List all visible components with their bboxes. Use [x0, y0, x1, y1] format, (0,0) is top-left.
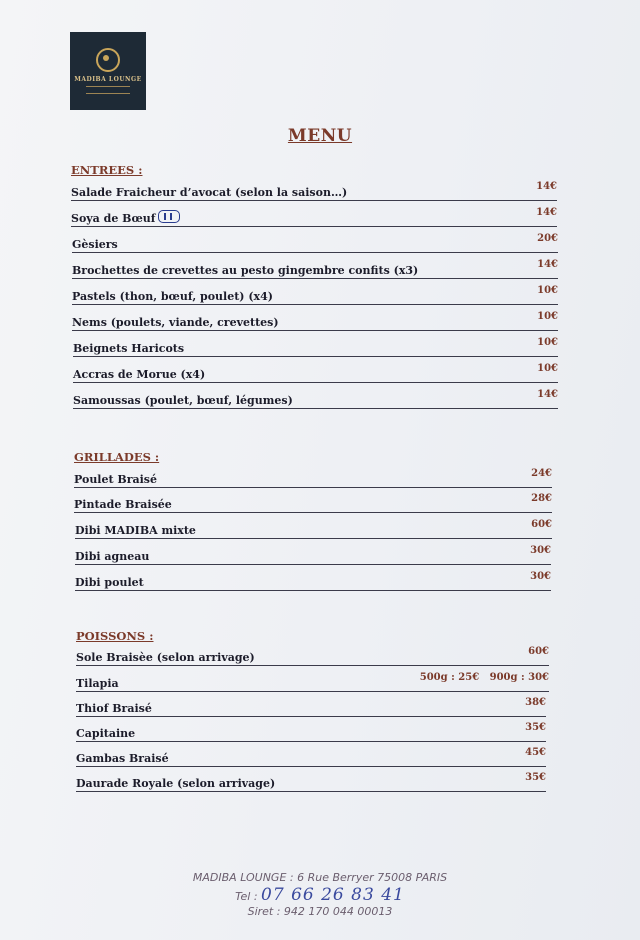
item-name: Tilapia [76, 677, 119, 690]
item-price: 14€ [536, 181, 557, 192]
item-name: Daurade Royale (selon arrivage) [76, 777, 276, 790]
item-rule [71, 226, 557, 227]
footer-tel-value: 07 66 26 83 41 [261, 885, 405, 905]
item-price: 28€ [531, 493, 552, 504]
section-title-poissons: POISSONS : [76, 629, 154, 643]
item-name: Salade Fraicheur d’avocat (selon la saison…) [71, 186, 348, 199]
footer-tel [0, 885, 640, 905]
item-name [71, 210, 180, 225]
item-price: 10€ [537, 337, 558, 348]
menu-item [71, 209, 557, 229]
madiba-lounge-logo [70, 32, 146, 110]
menu-item [73, 339, 558, 359]
logo-seal-icon [96, 48, 120, 72]
menu-item [76, 674, 549, 694]
item-name: Pastels (thon, bœuf, poulet) (x4) [72, 290, 273, 303]
menu-item [74, 470, 552, 490]
item-name: Capitaine [76, 727, 136, 740]
item-rule [73, 356, 558, 357]
item-rule [76, 791, 546, 792]
menu-item [71, 183, 557, 203]
item-rule [76, 665, 549, 666]
item-name: Thiof Braisé [76, 702, 152, 715]
menu-item [75, 573, 551, 593]
item-name: Dibi MADIBA mixte [75, 524, 196, 537]
handwritten-mark-icon [158, 210, 180, 223]
menu-item [73, 391, 558, 411]
menu-item [72, 261, 558, 281]
menu-item [72, 235, 558, 255]
item-price: 60€ [528, 646, 549, 657]
item-price: 14€ [537, 389, 558, 400]
item-price: 38€ [525, 697, 546, 708]
item-rule [72, 330, 558, 331]
item-name: Samoussas (poulet, bœuf, légumes) [73, 394, 293, 407]
item-price: 60€ [531, 519, 552, 530]
menu-item [76, 749, 546, 769]
item-name: Dibi agneau [75, 550, 150, 563]
section-title-entrees: ENTREES : [71, 163, 143, 177]
item-name: Accras de Morue (x4) [73, 368, 206, 381]
item-price: 14€ [536, 207, 557, 218]
item-name: Sole Braisèe (selon arrivage) [76, 651, 255, 664]
logo-flourish-icon [86, 86, 130, 94]
item-rule [73, 382, 558, 383]
item-rule [72, 278, 558, 279]
menu-item [75, 547, 551, 567]
section-title-grillades: GRILLADES : [74, 450, 160, 464]
item-price: 500g : 25€ 900g : 30€ [419, 672, 549, 683]
footer-tel-label: Tel : [235, 890, 258, 903]
menu-item [76, 699, 546, 719]
item-rule [76, 766, 546, 767]
menu-item [72, 287, 558, 307]
item-name: Brochettes de crevettes au pesto gingembre confits (x3) [72, 264, 419, 277]
item-price: 35€ [525, 772, 546, 783]
item-price: 10€ [537, 311, 558, 322]
item-rule [76, 741, 546, 742]
item-price: 45€ [525, 747, 546, 758]
logo-text: MADIBA LOUNGE [74, 76, 142, 83]
menu-item [76, 724, 546, 744]
item-rule [72, 252, 558, 253]
item-rule [72, 304, 558, 305]
menu-title: MENU [287, 126, 353, 146]
item-name-text: Soya de Bœuf [71, 212, 156, 225]
item-rule [76, 691, 549, 692]
menu-item [76, 648, 549, 668]
item-rule [74, 487, 552, 488]
item-rule [74, 512, 552, 513]
menu-item [74, 495, 552, 515]
item-name: Poulet Braisé [74, 473, 157, 486]
menu-item [75, 521, 552, 541]
item-price: 30€ [530, 545, 551, 556]
item-price: 14€ [537, 259, 558, 270]
menu-item [76, 774, 546, 794]
item-name: Nems (poulets, viande, crevettes) [72, 316, 279, 329]
menu-item [72, 313, 558, 333]
item-rule [75, 590, 551, 591]
item-price: 10€ [537, 363, 558, 374]
item-price: 35€ [525, 722, 546, 733]
item-name: Gambas Braisé [76, 752, 169, 765]
footer-siret: Siret : 942 170 044 00013 [247, 905, 393, 918]
menu-item [73, 365, 558, 385]
item-rule [73, 408, 558, 409]
item-rule [76, 716, 546, 717]
item-price: 24€ [531, 468, 552, 479]
item-name: Beignets Haricots [73, 342, 185, 355]
item-name: Gèsiers [72, 238, 118, 251]
item-name: Pintade Braisée [74, 498, 172, 511]
item-rule [71, 200, 557, 201]
item-name: Dibi poulet [75, 576, 144, 589]
item-price: 10€ [537, 285, 558, 296]
item-rule [75, 564, 551, 565]
item-rule [75, 538, 552, 539]
item-price: 30€ [530, 571, 551, 582]
item-price: 20€ [537, 233, 558, 244]
footer-address: MADIBA LOUNGE : 6 Rue Berryer 75008 PARIS [192, 871, 448, 884]
